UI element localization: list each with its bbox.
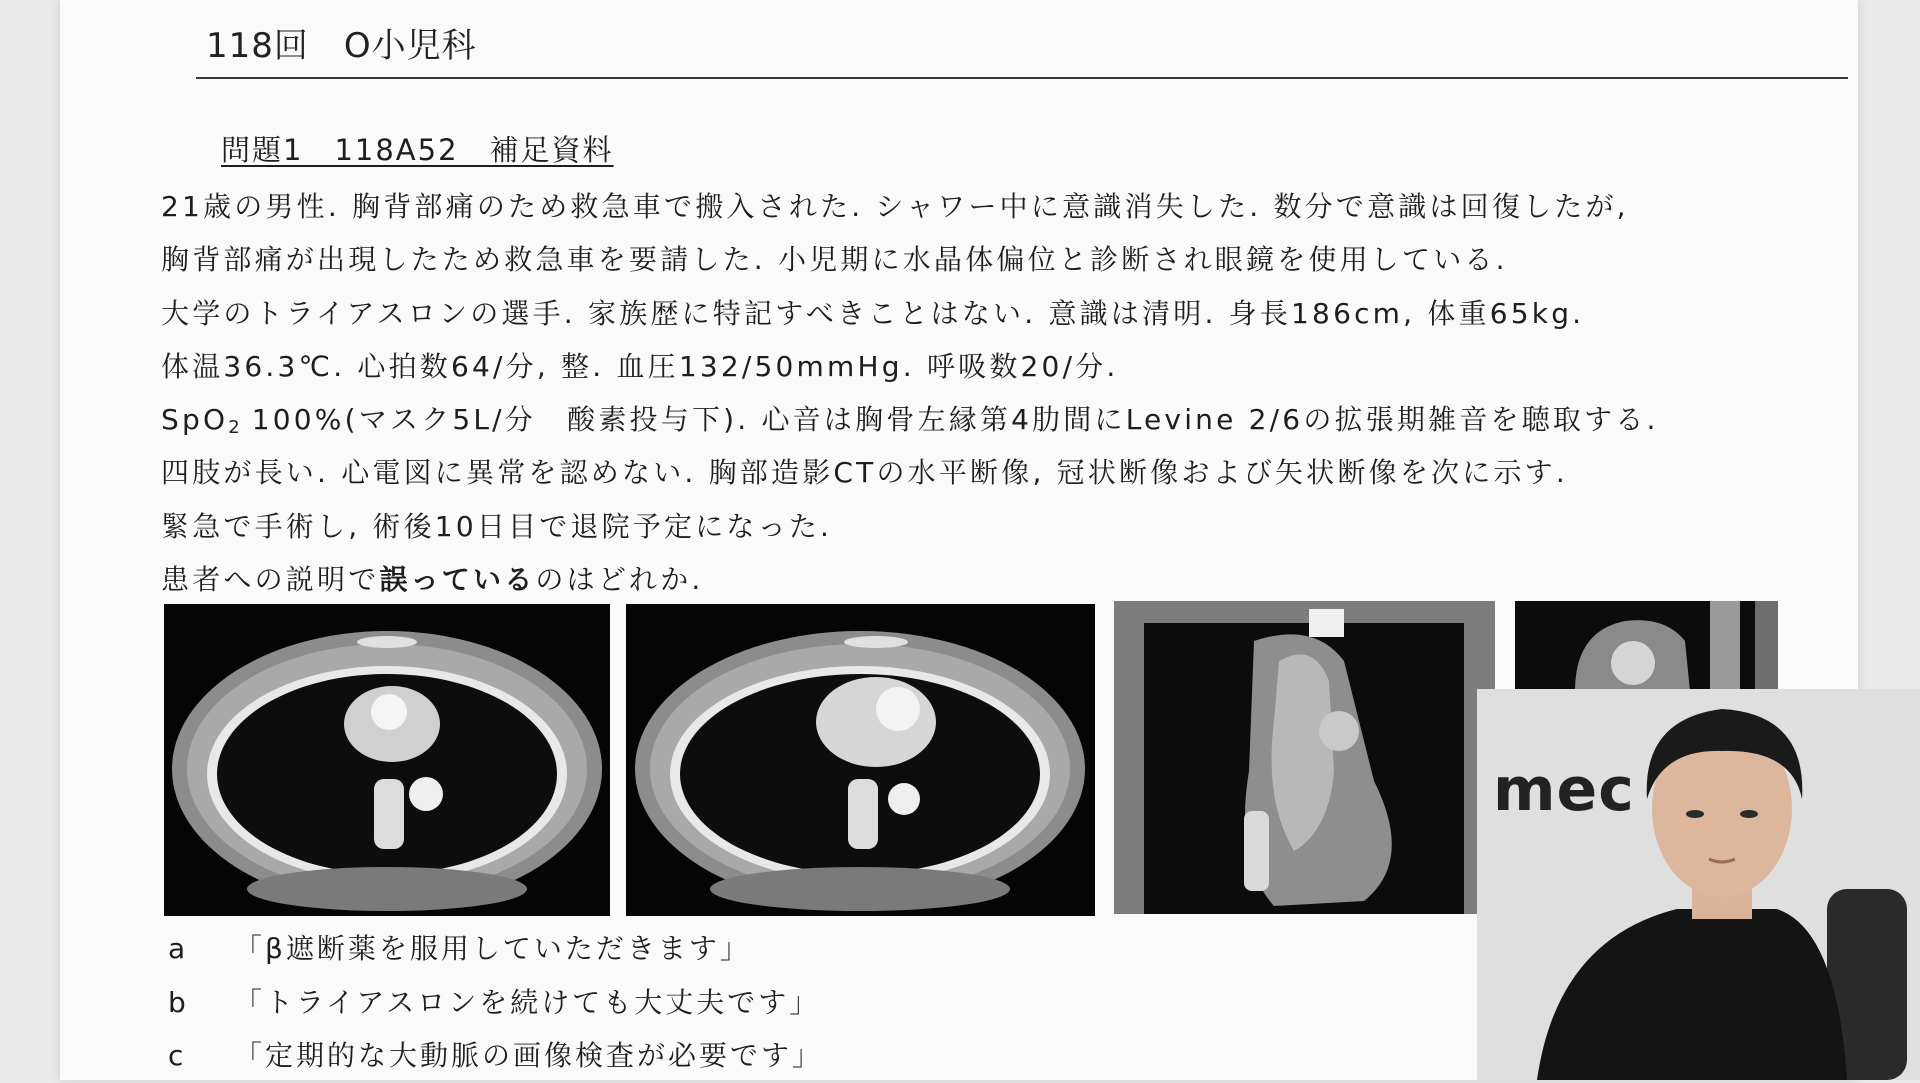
question-suffix: のはどれか. (535, 563, 704, 597)
spo2-label: SpO (161, 403, 229, 437)
question-prefix: 患者への説明で (161, 563, 380, 597)
choice-c-key: c (168, 1039, 187, 1072)
question-stem (161, 180, 1821, 606)
stem-line-3: 大学のトライアスロンの選手. 家族歴に特記すべきことはない. 意識は清明. 身長186cm, 体重65kg. (161, 296, 1585, 330)
stem-line-4: 体温36.3℃. 心拍数64/分, 整. 血圧132/50mmHg. 呼吸数20/分. (161, 349, 1119, 383)
stem-line-2: 胸背部痛が出現したため救急車を要請した. 小児期に水晶体偏位と診断され眼鏡を使用している. (161, 243, 1508, 277)
presenter-figure (1477, 689, 1920, 1080)
choice-c[interactable] (168, 1029, 823, 1083)
stem-line-6: 四肢が長い. 心電図に異常を認めない. 胸部造影CTの水平断像, 冠状断像および矢状断像を次に示す. (161, 456, 1568, 490)
question-emphasis: 誤っている (379, 563, 536, 597)
choice-b[interactable] (168, 976, 823, 1030)
choice-c-text: 「定期的な大動脈の画像検査が必要です」 (234, 1039, 824, 1072)
question-header: 問題1 118A52 補足資料 (221, 133, 614, 167)
stem-line-8 (161, 553, 1821, 606)
choice-b-text: 「トライアスロンを続けても大丈夫です」 (234, 985, 821, 1019)
answer-choices (168, 922, 823, 1083)
choice-a[interactable] (168, 922, 823, 976)
page-title: 118回 O小児科 (206, 26, 477, 66)
choice-a-text: 「β遮断薬を服用していただきます」 (234, 932, 751, 965)
wall-sign-text: mec (1493, 755, 1635, 825)
ct-sagittal-image (1515, 601, 1778, 691)
presenter-webcam (1477, 689, 1920, 1080)
stem-line-5-rest: 100%(マスク5L/分 酸素投与下). 心音は胸骨左縁第4肋間にLevine 2/6の拡張期雑音を聴取する. (239, 403, 1659, 437)
stem-line-5 (161, 393, 1821, 446)
choice-b-key: b (168, 985, 189, 1019)
ct-coronal-image (1114, 601, 1495, 914)
choice-a-key: a (168, 932, 189, 965)
stem-line-1: 21歳の男性. 胸背部痛のため救急車で搬入された. シャワー中に意識消失した. 数分で意識は回復したが, (161, 190, 1629, 223)
stem-line-7: 緊急で手術し, 術後10日目で退院予定になった. (161, 509, 833, 543)
ct-axial-image-2 (626, 604, 1095, 916)
spo2-subscript: 2 (228, 417, 240, 439)
ct-axial-image-1 (164, 604, 610, 916)
title-divider (196, 77, 1848, 79)
